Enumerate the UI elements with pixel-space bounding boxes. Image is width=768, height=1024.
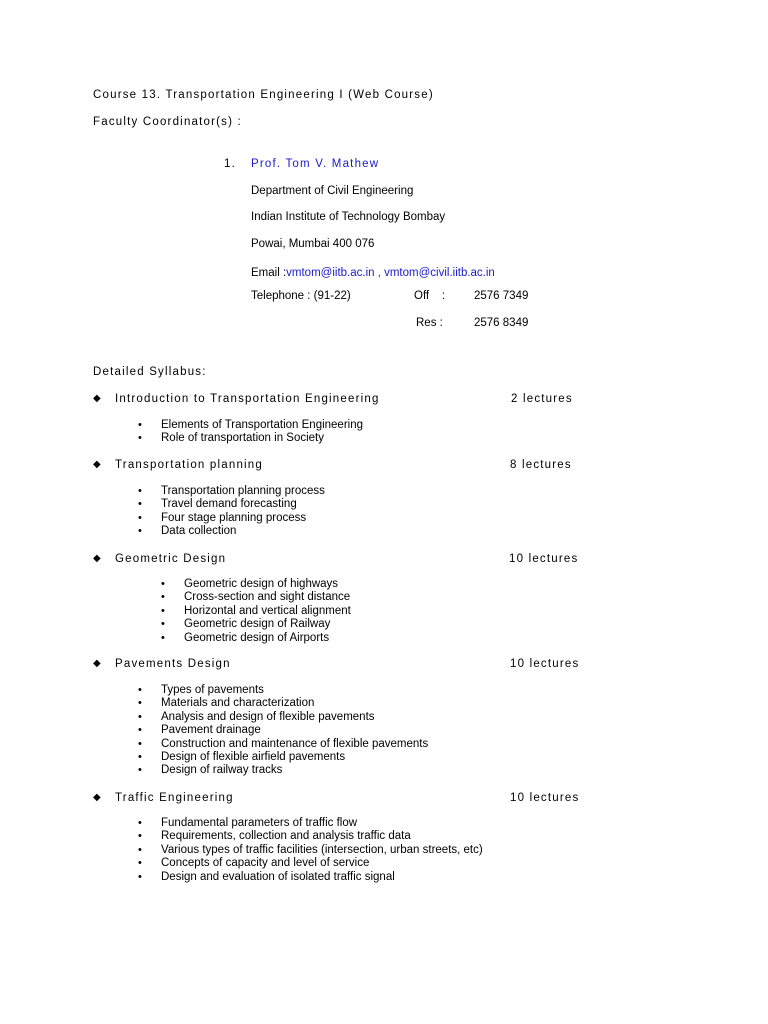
bullet-icon: • xyxy=(138,697,142,710)
email-line xyxy=(251,266,495,280)
email-label: Email : xyxy=(251,267,287,279)
section-lectures: 2 lectures xyxy=(511,393,573,405)
bullet-icon: • xyxy=(138,511,142,524)
coordinator-department: Department of Civil Engineering xyxy=(251,185,414,197)
list-item: • Types of pavements xyxy=(138,684,264,696)
section-lectures: 10 lectures xyxy=(509,553,579,565)
list-item: • Geometric design of highways xyxy=(161,578,339,590)
coordinator-number: 1. xyxy=(224,158,236,170)
list-item: • Role of transportation in Society xyxy=(138,432,325,445)
list-item: • Design of railway tracks xyxy=(138,764,283,777)
syllabus-heading: Detailed Syllabus: xyxy=(93,366,207,378)
section-item-list xyxy=(138,684,429,778)
list-item: • Data collection xyxy=(138,525,237,538)
section-title: Pavements Design xyxy=(115,658,231,670)
bullet-icon: • xyxy=(138,485,142,497)
list-item: • Analysis and design of flexible pavements xyxy=(138,710,375,723)
coordinator-name: Prof. Tom V. Mathew xyxy=(251,158,380,170)
list-item: • Geometric design of Railway xyxy=(161,618,331,631)
list-item: • Elements of Transportation Engineering xyxy=(138,419,364,431)
list-item: • Horizontal and vertical alignment xyxy=(161,604,351,617)
section-title: Introduction to Transportation Engineering xyxy=(115,393,380,405)
bullet-icon: • xyxy=(161,618,165,631)
diamond-bullet-icon: ◆ xyxy=(93,792,101,803)
bullet-icon: • xyxy=(138,724,142,737)
residence-label: Res : xyxy=(416,317,443,329)
section-lectures: 10 lectures xyxy=(510,658,580,670)
bullet-icon: • xyxy=(138,684,142,696)
bullet-icon: • xyxy=(138,764,142,777)
section-title: Geometric Design xyxy=(115,553,227,565)
office-label: Off : xyxy=(414,290,446,302)
telephone-label: Telephone : (91-22) xyxy=(251,290,351,302)
diamond-bullet-icon: ◆ xyxy=(93,658,101,669)
bullet-icon: • xyxy=(138,843,142,856)
bullet-icon: • xyxy=(138,751,142,764)
bullet-icon: • xyxy=(138,710,142,723)
diamond-bullet-icon: ◆ xyxy=(93,393,101,404)
bullet-icon: • xyxy=(138,737,142,750)
bullet-icon: • xyxy=(161,604,165,617)
bullet-icon: • xyxy=(161,591,165,604)
list-item: • Fundamental parameters of traffic flow xyxy=(138,817,358,829)
bullet-icon: • xyxy=(138,498,142,511)
list-item: • Cross-section and sight distance xyxy=(161,591,351,604)
list-item: • Concepts of capacity and level of service xyxy=(138,857,370,870)
bullet-icon: • xyxy=(138,830,142,843)
list-item: • Design of flexible airfield pavements xyxy=(138,751,346,764)
coordinator-institute: Indian Institute of Technology Bombay xyxy=(251,211,446,223)
faculty-label: Faculty Coordinator(s) : xyxy=(93,116,242,128)
diamond-bullet-icon: ◆ xyxy=(93,459,101,470)
section-item-list xyxy=(138,419,364,446)
bullet-icon: • xyxy=(138,857,142,870)
list-item: • Design and evaluation of isolated traffic signal xyxy=(138,870,395,883)
list-item: • Geometric design of Airports xyxy=(161,631,330,644)
section-item-list xyxy=(161,578,351,645)
email-link[interactable]: vmtom@iitb.ac.in , vmtom@civil.iitb.ac.in xyxy=(286,267,495,279)
bullet-icon: • xyxy=(161,578,165,590)
section-item-list xyxy=(138,817,483,884)
section-lectures: 10 lectures xyxy=(510,792,580,804)
bullet-icon: • xyxy=(138,817,142,829)
list-item: • Materials and characterization xyxy=(138,697,315,710)
section-item-list xyxy=(138,485,325,539)
coordinator-address: Powai, Mumbai 400 076 xyxy=(251,238,375,250)
section-lectures: 8 lectures xyxy=(510,459,572,471)
list-item: • Construction and maintenance of flexible pavements xyxy=(138,737,429,750)
section-title: Transportation planning xyxy=(115,459,264,471)
office-number: 2576 7349 xyxy=(474,290,529,302)
list-item: • Requirements, collection and analysis traffic data xyxy=(138,830,411,843)
bullet-icon: • xyxy=(138,432,142,445)
diamond-bullet-icon: ◆ xyxy=(93,553,101,564)
list-item: • Four stage planning process xyxy=(138,511,307,524)
bullet-icon: • xyxy=(138,419,142,431)
section-title: Traffic Engineering xyxy=(115,792,234,804)
bullet-icon: • xyxy=(161,631,165,644)
course-title: Course 13. Transportation Engineering I (Web Course) xyxy=(93,89,434,101)
bullet-icon: • xyxy=(138,870,142,883)
residence-number: 2576 8349 xyxy=(474,317,529,329)
list-item: • Travel demand forecasting xyxy=(138,498,297,511)
list-item: • Various types of traffic facilities (intersection, urban streets, etc) xyxy=(138,843,483,856)
list-item: • Transportation planning process xyxy=(138,485,325,497)
list-item: • Pavement drainage xyxy=(138,724,261,737)
bullet-icon: • xyxy=(138,525,142,538)
